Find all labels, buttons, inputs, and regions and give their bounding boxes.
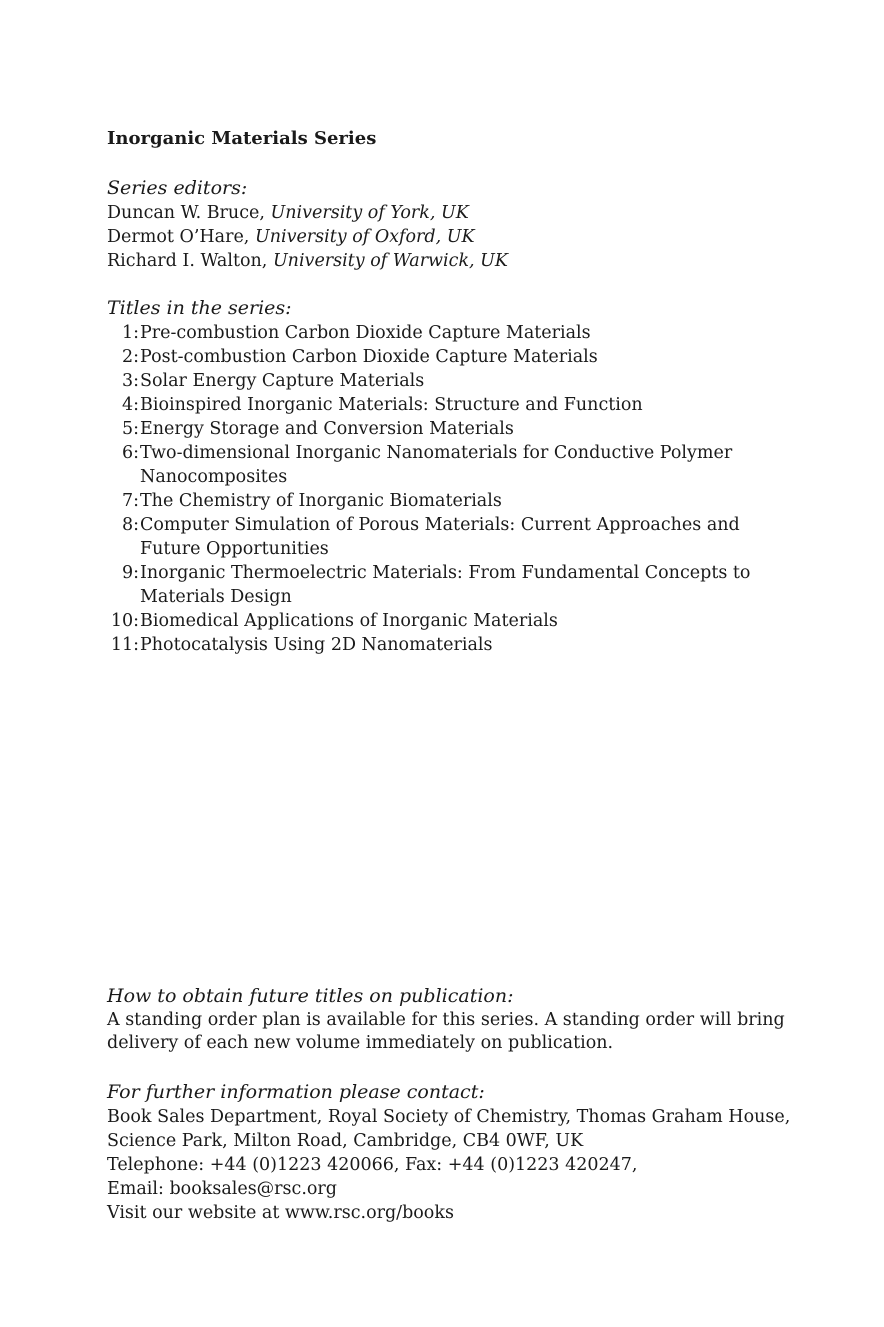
title-text: The Chemistry of Inorganic Biomaterials: [140, 491, 502, 511]
obtain-heading: How to obtain future titles on publication:: [107, 985, 514, 1007]
title-text: Inorganic Thermoelectric Materials: From Fundamental Concepts to Materials Design: [140, 563, 751, 607]
title-text: Two-dimensional Inorganic Nanomaterials for Conductive Polymer Nanocomposites: [140, 443, 733, 487]
title-item: [107, 489, 797, 513]
title-number: 7:: [121, 491, 139, 511]
title-number: 6:: [121, 443, 139, 463]
series-page: [107, 126, 797, 657]
title-number: 2:: [121, 347, 139, 367]
title-item: [107, 393, 797, 417]
contact-address-line: Science Park, Milton Road, Cambridge, CB4 0WF, UK: [107, 1131, 584, 1151]
contact-section: [107, 1080, 797, 1225]
series-editors-section: [107, 176, 797, 273]
title-item: [107, 441, 797, 489]
editor-affiliation: University of Oxford, UK: [254, 227, 475, 247]
title-text: Solar Energy Capture Materials: [140, 371, 425, 391]
title-item: [107, 633, 797, 657]
obtain-text-line: delivery of each new volume immediately on publication.: [107, 1033, 614, 1053]
title-text: Biomedical Applications of Inorganic Materials: [140, 611, 558, 631]
title-number: 11:: [110, 635, 139, 655]
title-item: [107, 561, 797, 609]
title-number: 3:: [121, 371, 139, 391]
series-title: Inorganic Materials Series: [107, 128, 377, 149]
title-number: 4:: [121, 395, 139, 415]
title-item: [107, 369, 797, 393]
title-number: 8:: [121, 515, 139, 535]
title-item: [107, 513, 797, 561]
title-number: 9:: [121, 563, 139, 583]
title-item: [107, 417, 797, 441]
title-text: Computer Simulation of Porous Materials: Current Approaches and Future Opportunities: [140, 515, 740, 559]
contact-email: Email: booksales@rsc.org: [107, 1179, 337, 1199]
obtain-text-line: A standing order plan is available for this series. A standing order will bring: [107, 1010, 785, 1030]
contact-heading: For further information please contact:: [107, 1081, 485, 1103]
title-text: Bioinspired Inorganic Materials: Structure and Function: [140, 395, 643, 415]
editor-entry: [107, 201, 797, 225]
editor-name: Duncan W. Bruce,: [107, 203, 265, 223]
title-number: 10:: [110, 611, 139, 631]
titles-heading: Titles in the series:: [107, 297, 292, 319]
title-item: [107, 321, 797, 345]
titles-section: [107, 296, 797, 657]
title-number: 1:: [121, 323, 139, 343]
editor-affiliation: University of Warwick, UK: [272, 251, 508, 271]
editor-name: Richard I. Walton,: [107, 251, 268, 271]
series-editors-heading: Series editors:: [107, 177, 248, 199]
editor-entry: [107, 225, 797, 249]
title-item: [107, 345, 797, 369]
title-text: Pre-combustion Carbon Dioxide Capture Materials: [140, 323, 591, 343]
obtain-titles-section: [107, 984, 797, 1055]
editor-entry: [107, 249, 797, 273]
contact-address-line: Book Sales Department, Royal Society of Chemistry, Thomas Graham House,: [107, 1107, 791, 1127]
title-item: [107, 609, 797, 633]
editor-affiliation: University of York, UK: [270, 203, 469, 223]
titles-list: [107, 321, 797, 657]
editor-name: Dermot O’Hare,: [107, 227, 250, 247]
title-number: 5:: [121, 419, 139, 439]
title-text: Energy Storage and Conversion Materials: [140, 419, 514, 439]
title-text: Post-combustion Carbon Dioxide Capture Materials: [140, 347, 598, 367]
contact-website: Visit our website at www.rsc.org/books: [107, 1203, 454, 1223]
title-text: Photocatalysis Using 2D Nanomaterials: [140, 635, 493, 655]
contact-phone-fax: Telephone: +44 (0)1223 420066, Fax: +44 (0)1223 420247,: [107, 1155, 638, 1175]
